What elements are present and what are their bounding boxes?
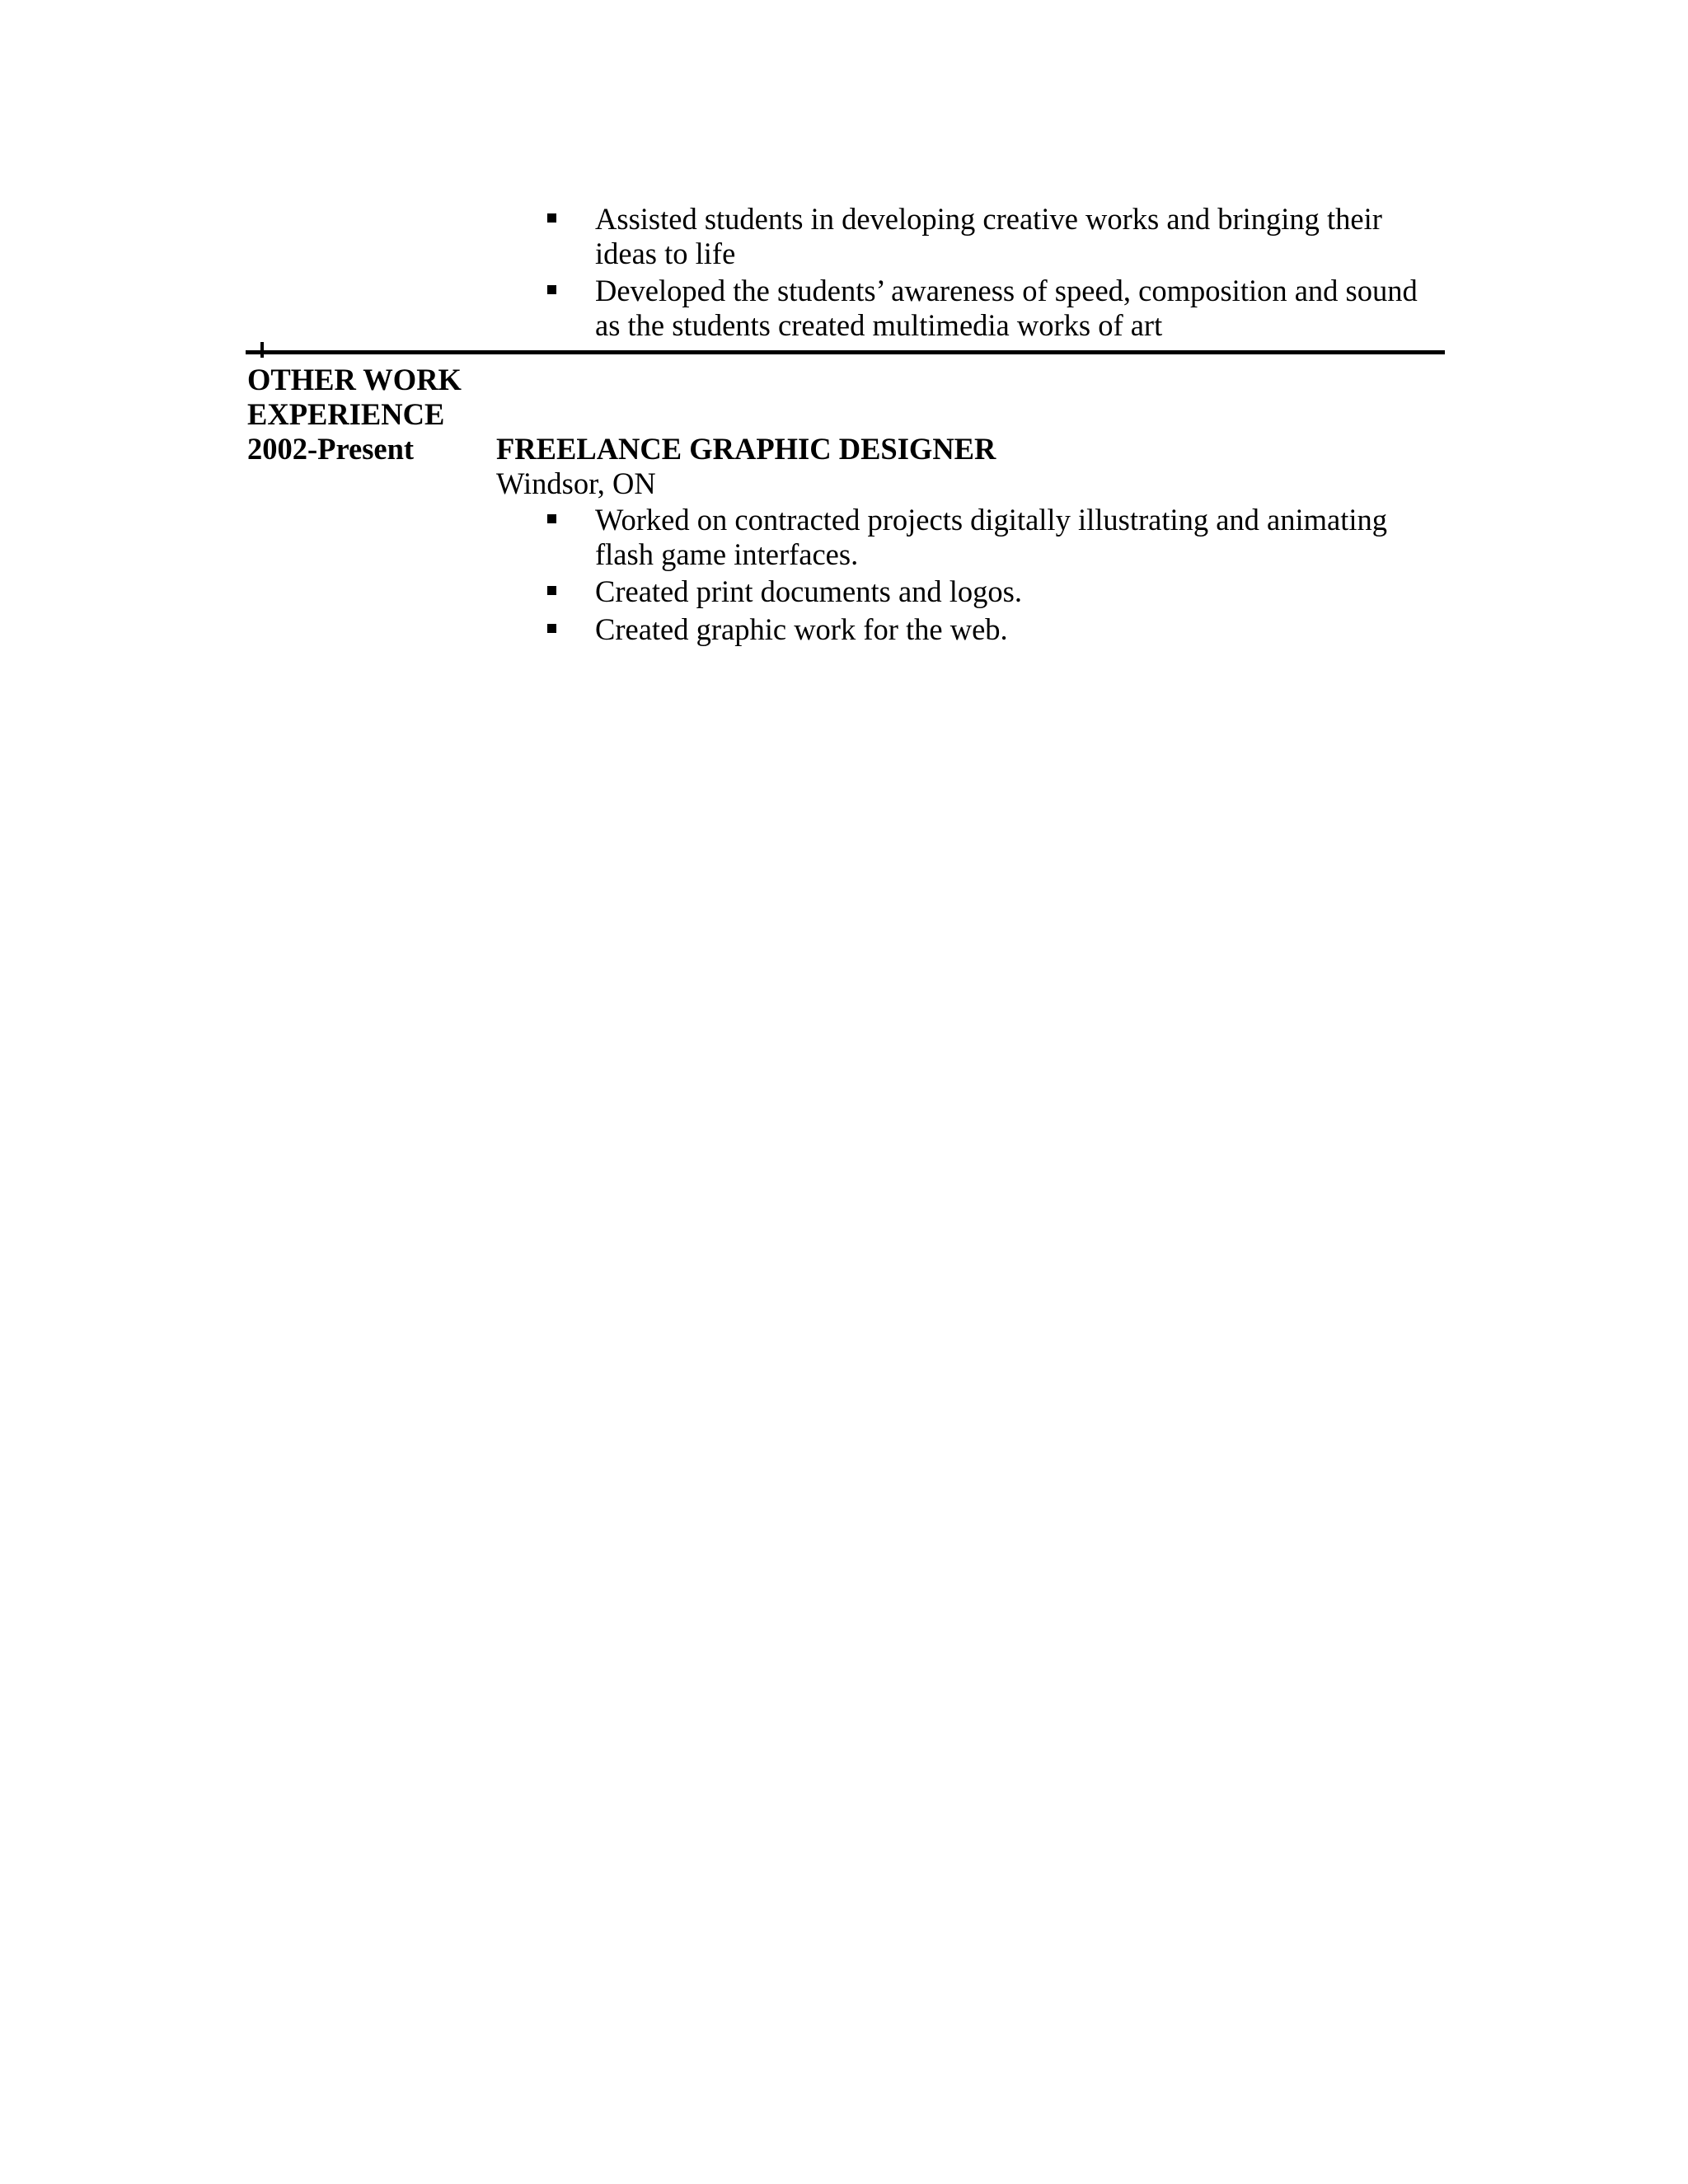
bullet-text-line: Created print documents and logos. (595, 574, 1022, 608)
bullet-text-line: ideas to life (595, 237, 736, 270)
bullet-text-line: as the students created multimedia works of art (595, 308, 1163, 342)
bullet-text-line: flash game interfaces. (595, 537, 859, 571)
job-title: FREELANCE GRAPHIC DESIGNER (496, 432, 996, 466)
bullet-text-line: Created graphic work for the web. (595, 612, 1008, 646)
bullet-marker (547, 586, 556, 595)
bullet-text-line: Assisted students in developing creative works and bringing their (595, 202, 1382, 236)
job-location: Windsor, ON (496, 466, 656, 500)
section-heading: OTHER WORK (247, 363, 462, 396)
job-dates: 2002-Present (247, 432, 415, 466)
bullet-marker (547, 624, 556, 633)
bullet-marker (547, 213, 556, 223)
bullet-marker (547, 285, 556, 294)
bullet-text-line: Worked on contracted projects digitally illustrating and animating (595, 503, 1388, 537)
bullet-marker (547, 514, 556, 523)
bullet-text-line: Developed the students’ awareness of speed, composition and sound (595, 274, 1418, 307)
section-heading: EXPERIENCE (247, 397, 445, 431)
section-divider (246, 350, 1445, 354)
